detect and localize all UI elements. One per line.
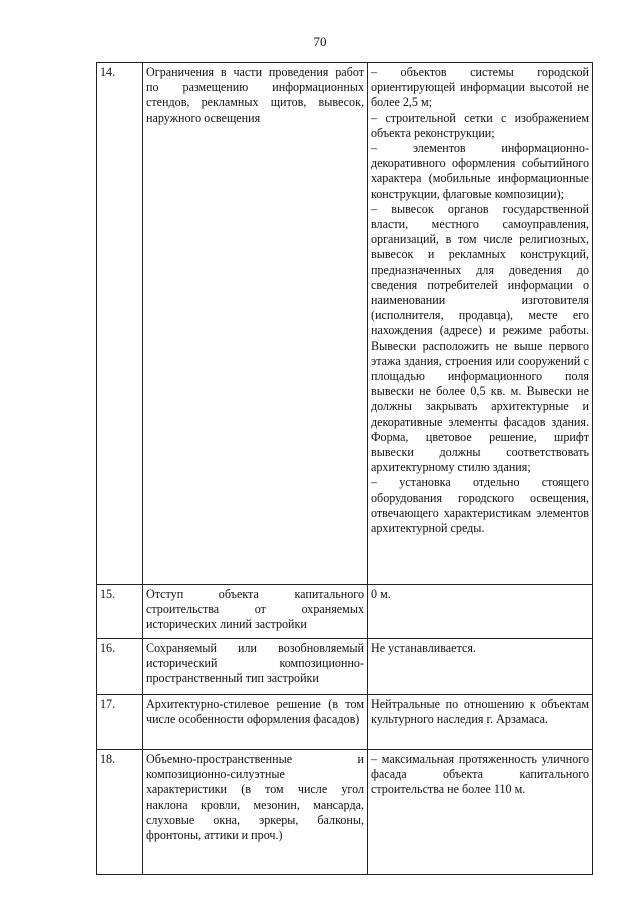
value-paragraph: – объектов системы городской ориентирующей информации высотой не более 2,5 м; [371, 65, 589, 110]
row-number: 18. [97, 750, 143, 875]
row-parameter: Объемно-пространственные и композиционно-силуэтные характеристики (в том числе угол наклона кровли, мезонин, мансарда, слуховые окна, эркеры, балконы, фронтоны, аттики и проч.) [143, 750, 368, 875]
value-paragraph: – установка отдельно стоящего оборудования городского освещения, отвечающего характеристикам элементов архитектурной среды. [371, 475, 589, 536]
table-row [97, 695, 593, 750]
row-parameter: Ограничения в части проведения работ по размещению информационных стендов, рекламных щитов, вывесок, наружного освещения [143, 63, 368, 585]
table-row [97, 585, 593, 639]
value-paragraph: 0 м. [371, 587, 391, 601]
value-paragraph: Не устанавливается. [371, 641, 476, 655]
row-value [368, 639, 593, 695]
value-paragraph: – максимальная протяженность уличного фасада объекта капитального строительства не более 110 м. [371, 752, 589, 797]
row-value [368, 63, 593, 585]
value-paragraph: Нейтральные по отношению к объектам культурного наследия г. Арзамаса. [371, 697, 589, 727]
page-number: 70 [313, 34, 327, 49]
table-row [97, 63, 593, 585]
value-paragraph: – элементов информационно-декоративного оформления событийного характера (мобильные информационные конструкции, флаговые композиции); [371, 141, 589, 201]
row-number: 14. [97, 63, 143, 585]
value-paragraph: – строительной сетки с изображением объекта реконструкции; [371, 110, 589, 140]
row-parameter: Отступ объекта капитального строительства от охраняемых исторических линий застройки [143, 585, 368, 639]
row-value [368, 695, 593, 750]
table-row [97, 639, 593, 695]
row-number: 16. [97, 639, 143, 695]
row-parameter: Сохраняемый или возобновляемый исторический композиционно-пространственный тип застройки [143, 639, 368, 695]
row-parameter: Архитектурно-стилевое решение (в том числе особенности оформления фасадов) [143, 695, 368, 750]
row-value [368, 585, 593, 639]
table-row [97, 750, 593, 875]
row-number: 15. [97, 585, 143, 639]
row-value [368, 750, 593, 875]
regulation-table [96, 62, 593, 875]
value-paragraph: – вывесок органов государственной власти, местного самоуправления, организаций, в том числе религиозных, вывесок и рекламных конструкций, предназначенных для доведения до сведения потребителей информации о наименовании изготовителя (исполнителя, продавца), месте его нахождения (адресе) и режиме работы. Вывески расположить не выше первого этажа здания, строения или сооружений с площадью информационного поля вывески не более 0,5 кв. м. Вывески не должны закрывать архитектурные и декоративные элементы фасадов здания. Форма, цветовое решение, шрифт вывески должны соответствовать архитектурному стилю здания; [371, 201, 589, 475]
row-number: 17. [97, 695, 143, 750]
